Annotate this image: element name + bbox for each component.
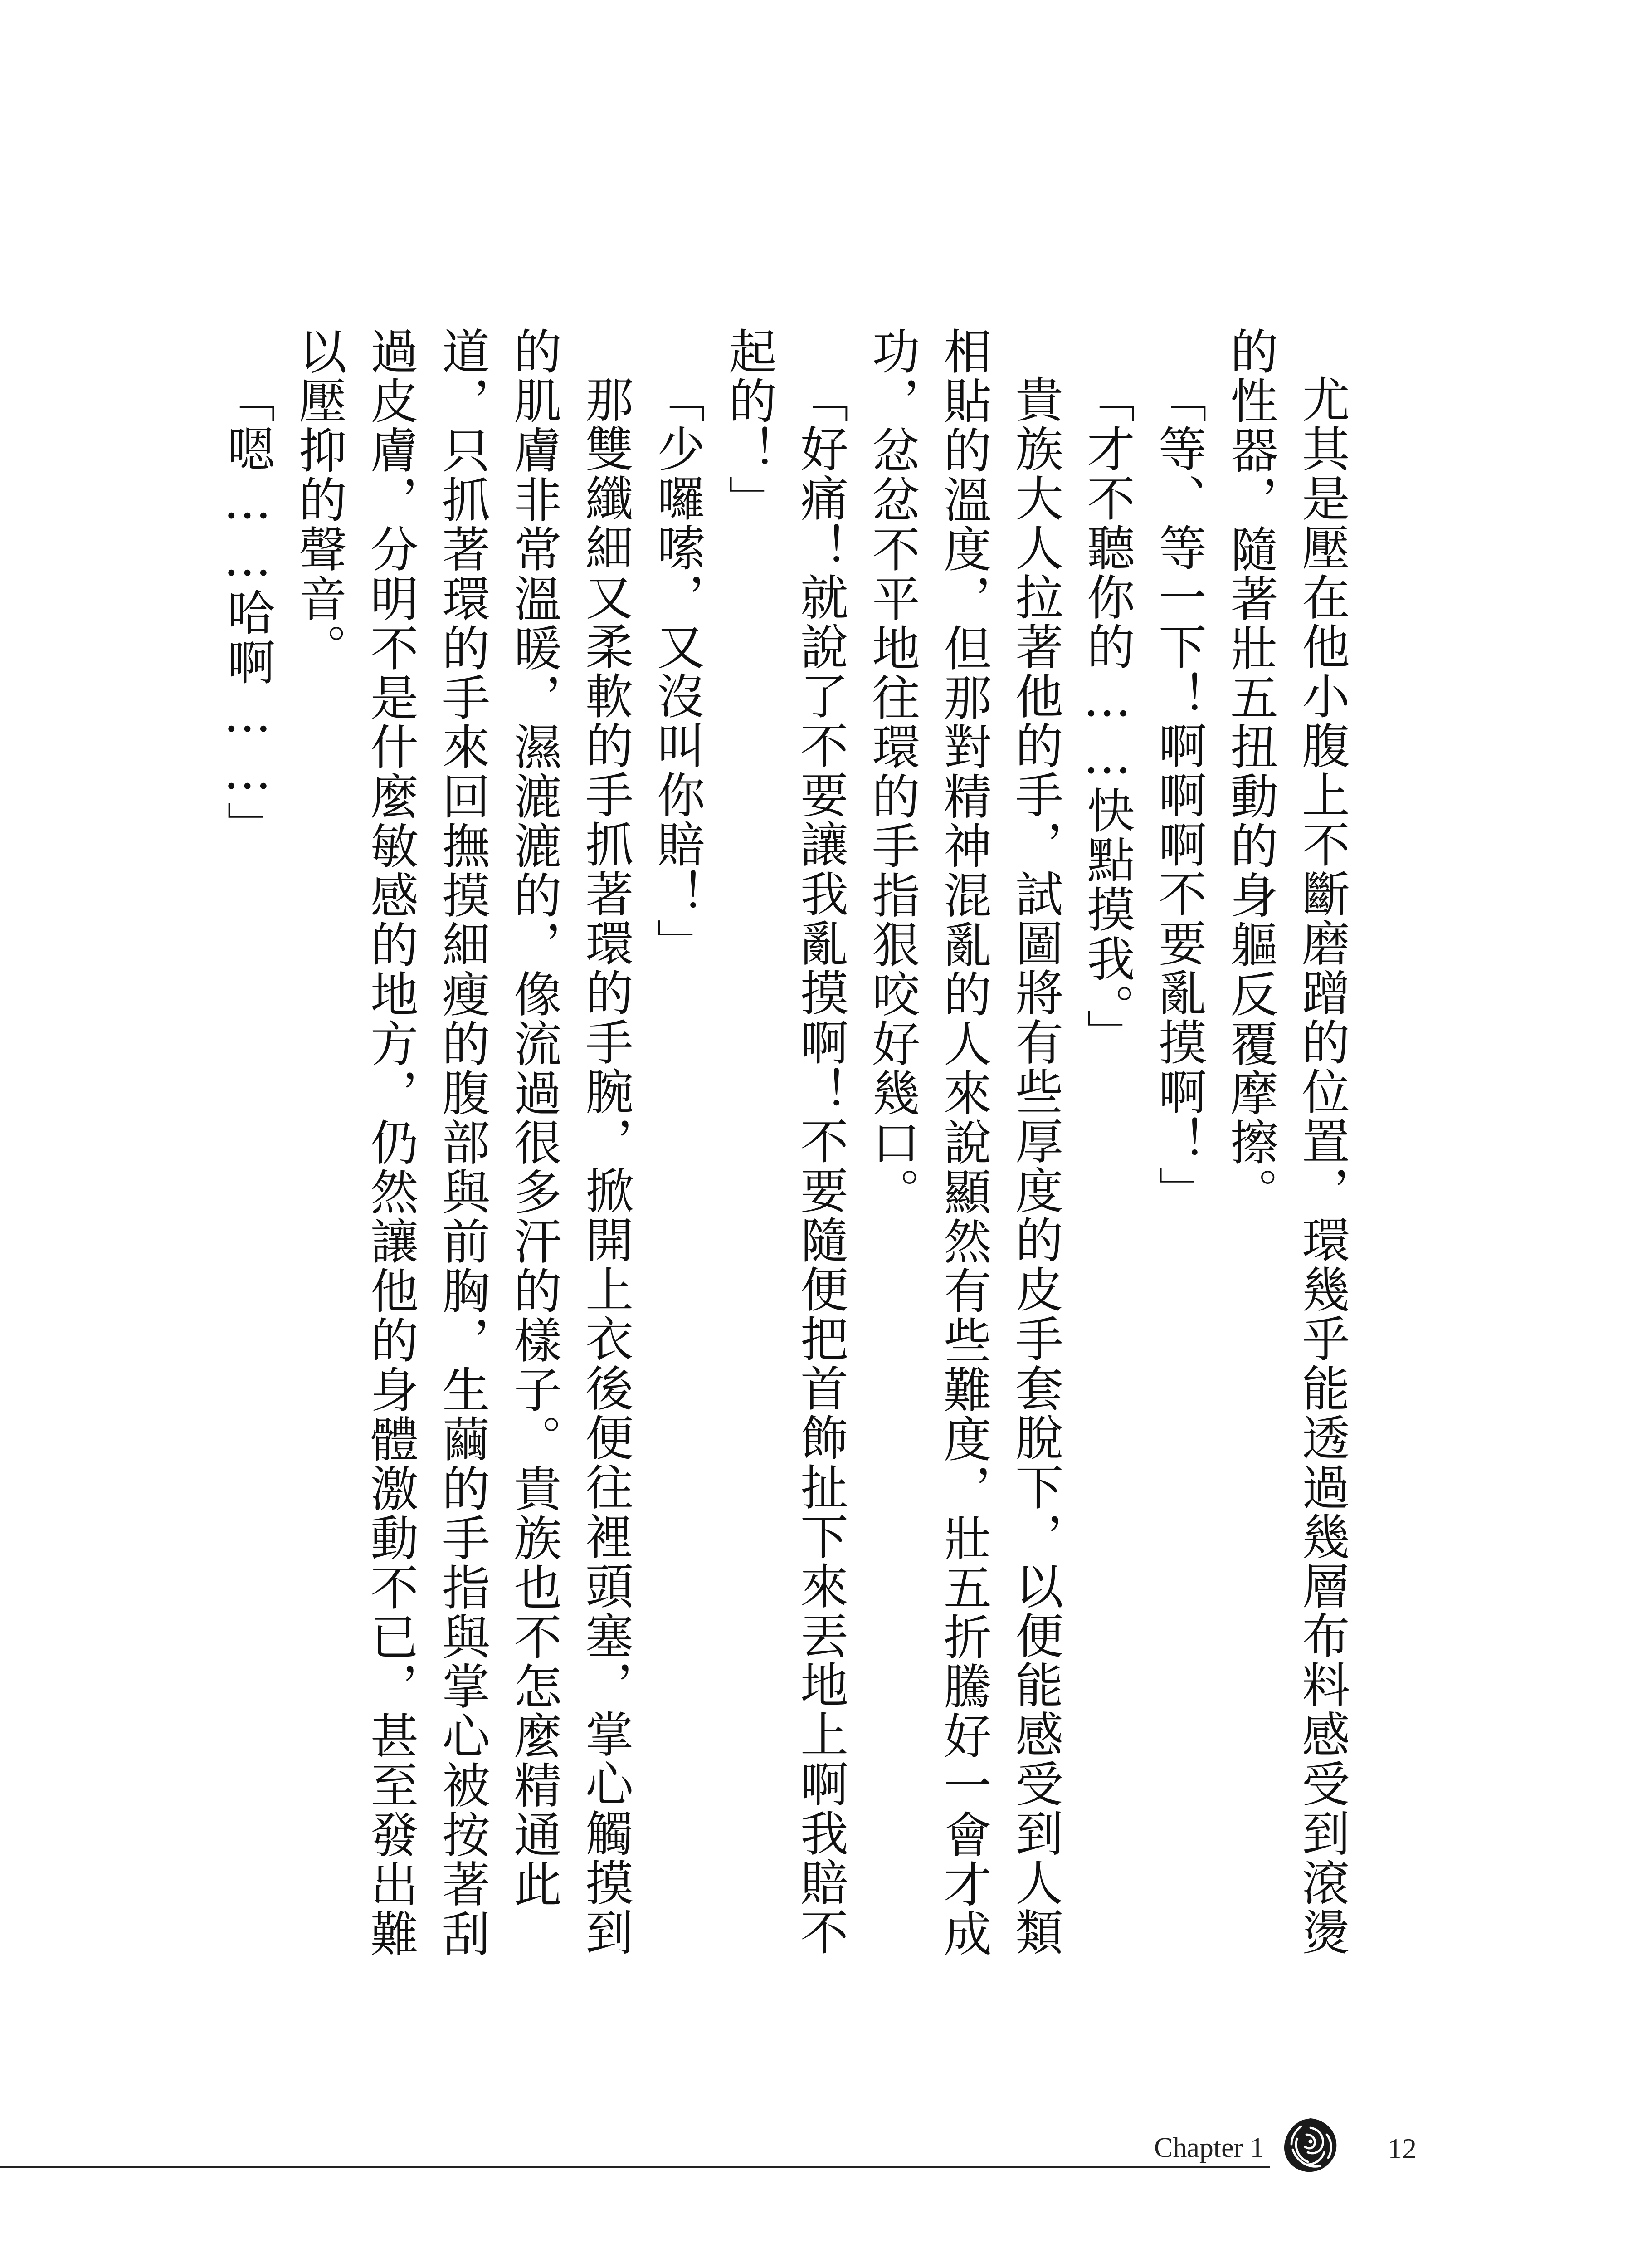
footer-chapter-label: Chapter 1 [1154, 2132, 1264, 2163]
paragraph-dialogue: 「嗯……哈啊……」 [219, 375, 275, 850]
rose-icon [1277, 2112, 1345, 2180]
paragraph-dialogue: 「等、等一下！啊啊啊不要亂摸啊！」 [1151, 375, 1207, 1215]
paragraph-dialogue: 「少囉嗦，又沒叫你賠！」 [649, 375, 705, 968]
paragraph-narration: 尤其是壓在他小腹上不斷磨蹭的位置，環幾乎能透過幾層布料感受到滾燙的性器，隨著壯五扭動的身軀反覆摩擦。 [1223, 327, 1350, 1957]
paragraph-dialogue: 「才不聽你的……快點摸我。」 [1079, 375, 1135, 1058]
vertical-text-body [205, 327, 1429, 2005]
paragraph-narration: 貴族大人拉著他的手，試圖將有些厚度的皮手套脫下，以便能感受到人類相貼的溫度，但那對精神混亂的人來說顯然有些難度，壯五折騰好一會才成功，忿忿不平地往環的手指狠咬好幾口。 [864, 327, 1063, 1958]
paragraph-narration: 那雙纖細又柔軟的手抓著環的手腕，掀開上衣後便往裡頭塞，掌心觸摸到的肌膚非常溫暖，濕漉漉的，像流過很多汗的樣子。貴族也不怎麼精通此道，只抓著環的手來回撫摸細瘦的腹部與前胸，生繭的手指與掌心被按著刮過皮膚，分明不是什麼敏感的地方，仍然讓他的身體激動不已，甚至發出難以壓抑的聲音。 [291, 327, 633, 1958]
footer-divider [0, 2166, 1270, 2168]
page-number: 12 [1388, 2132, 1417, 2165]
paragraph-dialogue: 「好痛！就說了不要讓我亂摸啊！不要隨便把首飾扯下來丟地上啊我賠不起的！」 [721, 327, 848, 1957]
